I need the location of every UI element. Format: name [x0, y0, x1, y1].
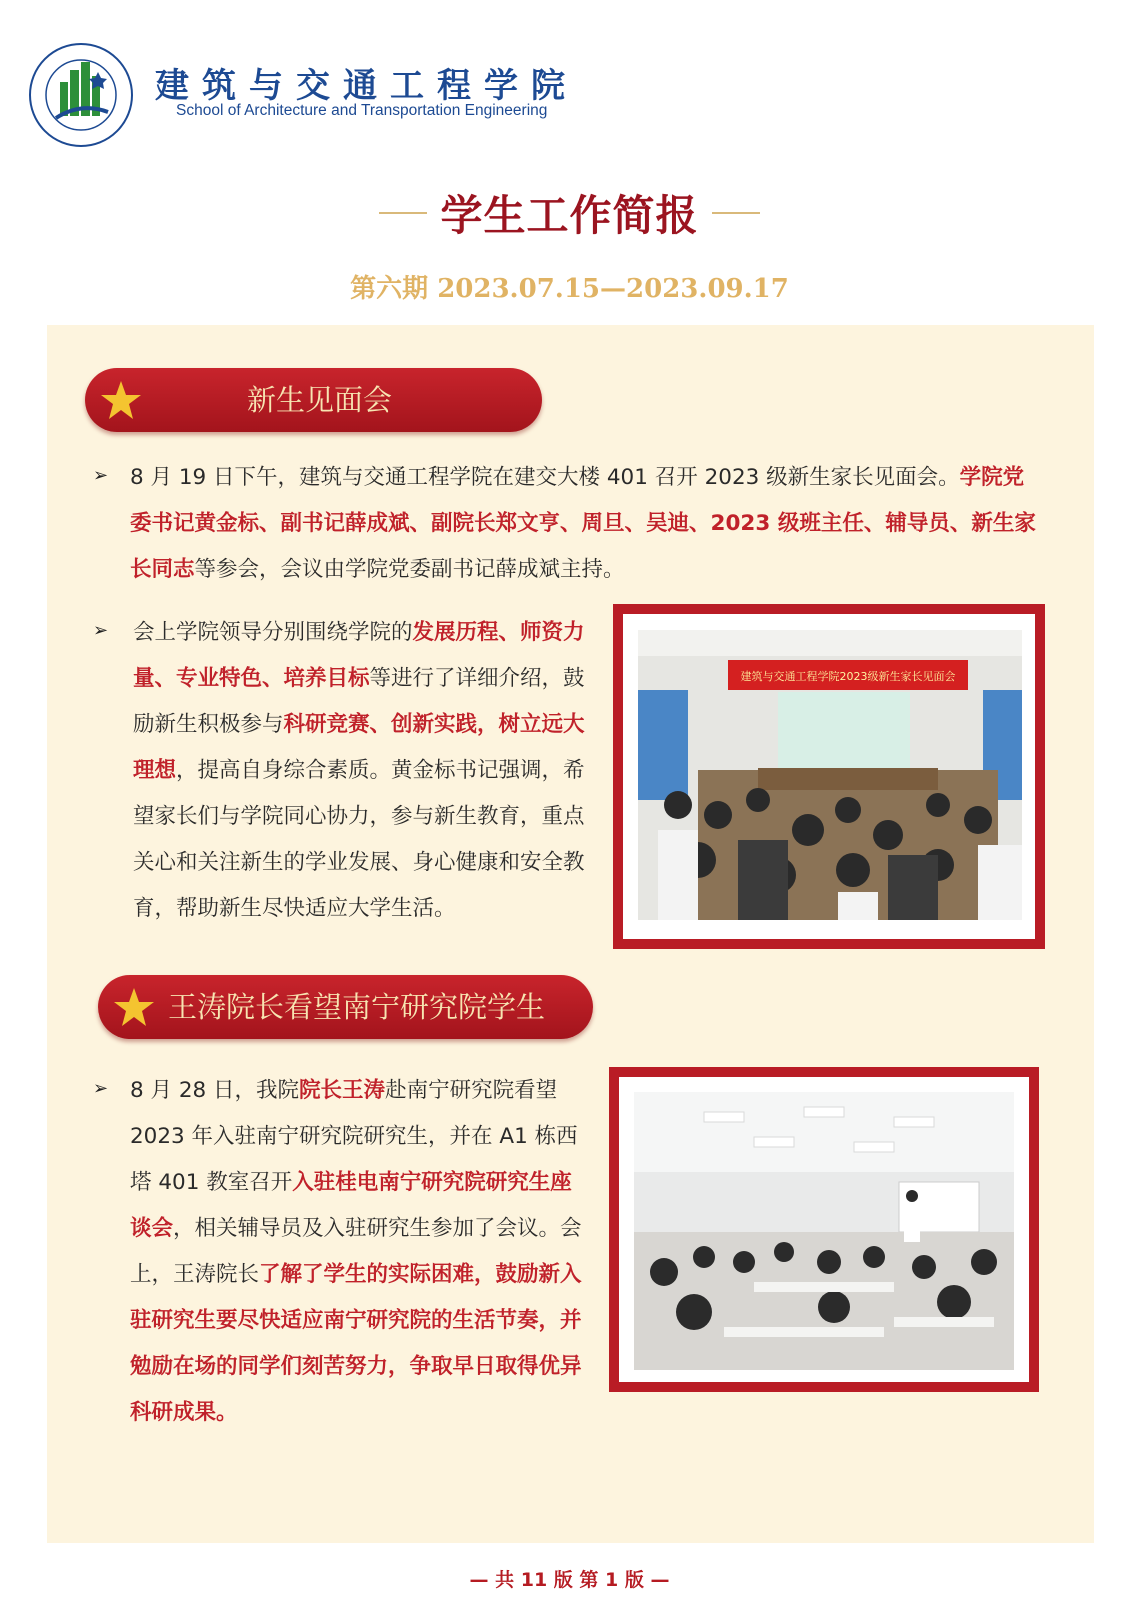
highlight-text: 院长王涛: [299, 1078, 386, 1103]
arrow-bullet-icon: ➢: [93, 465, 109, 486]
photo-banner-text: 建筑与交通工程学院2023级新生家长见面会: [740, 670, 956, 683]
star-icon: [99, 378, 143, 422]
body-text: 8 月 28 日，我院: [130, 1078, 300, 1103]
school-name-en: School of Architecture and Transportation Engineering: [176, 102, 548, 119]
photo-frame-2: [609, 1067, 1039, 1392]
body-text: 等进行了详细介绍，鼓励新生积极参与: [133, 666, 585, 737]
page-title: 学生工作简报: [440, 191, 699, 240]
body-text: 等参会，会议由学院党委副书记薛成斌主持。: [194, 557, 625, 582]
section-banner-1: [85, 368, 542, 432]
highlight-text: 学院党委书记黄金标、副书记薛成斌、副院长郑文亨、周旦、吴迪、2023 级班主任、辅导员、新生家长同志: [130, 465, 1036, 582]
school-name-cn: 建筑与交通工程学院: [155, 66, 578, 106]
issue-info: 第六期 2023.07.15—2023.09.17: [350, 274, 789, 304]
star-icon: [112, 985, 156, 1029]
arrow-bullet-icon: ➢: [93, 620, 109, 641]
highlight-text: 入驻桂电南宁研究院研究生座谈会: [130, 1170, 572, 1241]
body-text: 赴南宁研究院看望 2023 年入驻南宁研究院研究生，并在 A1 栋西塔 401 教室召开: [130, 1078, 578, 1195]
highlight-text: 了解了学生的实际困难，鼓励新入驻研究生要尽快适应南宁研究院的生活节奏，并勉励在场的同学们刻苦努力，争取早日取得优异科研成果。: [130, 1262, 582, 1425]
section-1-paragraph-2: [133, 610, 588, 932]
body-text: 会上学院领导分别围绕学院的: [133, 620, 413, 645]
body-text: 8 月 19 日下午，建筑与交通工程学院在建交大楼 401 召开 2023 级新生家长见面会。: [130, 465, 960, 490]
body-text: ，相关辅导员及入驻研究生参加了会议。会上，王涛院长: [130, 1216, 582, 1287]
arrow-bullet-icon: ➢: [93, 1078, 109, 1099]
section-1-paragraph-1: [130, 455, 1040, 593]
title-divider-left: [379, 212, 427, 214]
section-heading-2: 王涛院长看望南宁研究院学生: [168, 990, 546, 1024]
highlight-text: 发展历程、师资力量、专业特色、培养目标: [133, 620, 585, 691]
page-title-row: [0, 183, 1139, 243]
page-footer: — 共 11 版 第 1 版 —: [469, 1569, 670, 1591]
section-heading-1: 新生见面会: [247, 383, 393, 417]
meeting-photo-2: [634, 1092, 1014, 1370]
photo-frame-1: [613, 604, 1045, 949]
title-divider-right: [712, 212, 760, 214]
section-2-paragraph-1: [130, 1068, 585, 1436]
section-banner-2: [98, 975, 593, 1039]
highlight-text: 科研竞赛、创新实践，树立远大理想: [133, 712, 585, 783]
meeting-photo-1: [638, 630, 1022, 920]
school-logo-icon: [28, 42, 134, 148]
body-text: ，提高自身综合素质。黄金标书记强调，希望家长们与学院同心协力，参与新生教育，重点关心和关注新生的学业发展、身心健康和安全教育，帮助新生尽快适应大学生活。: [133, 758, 585, 921]
